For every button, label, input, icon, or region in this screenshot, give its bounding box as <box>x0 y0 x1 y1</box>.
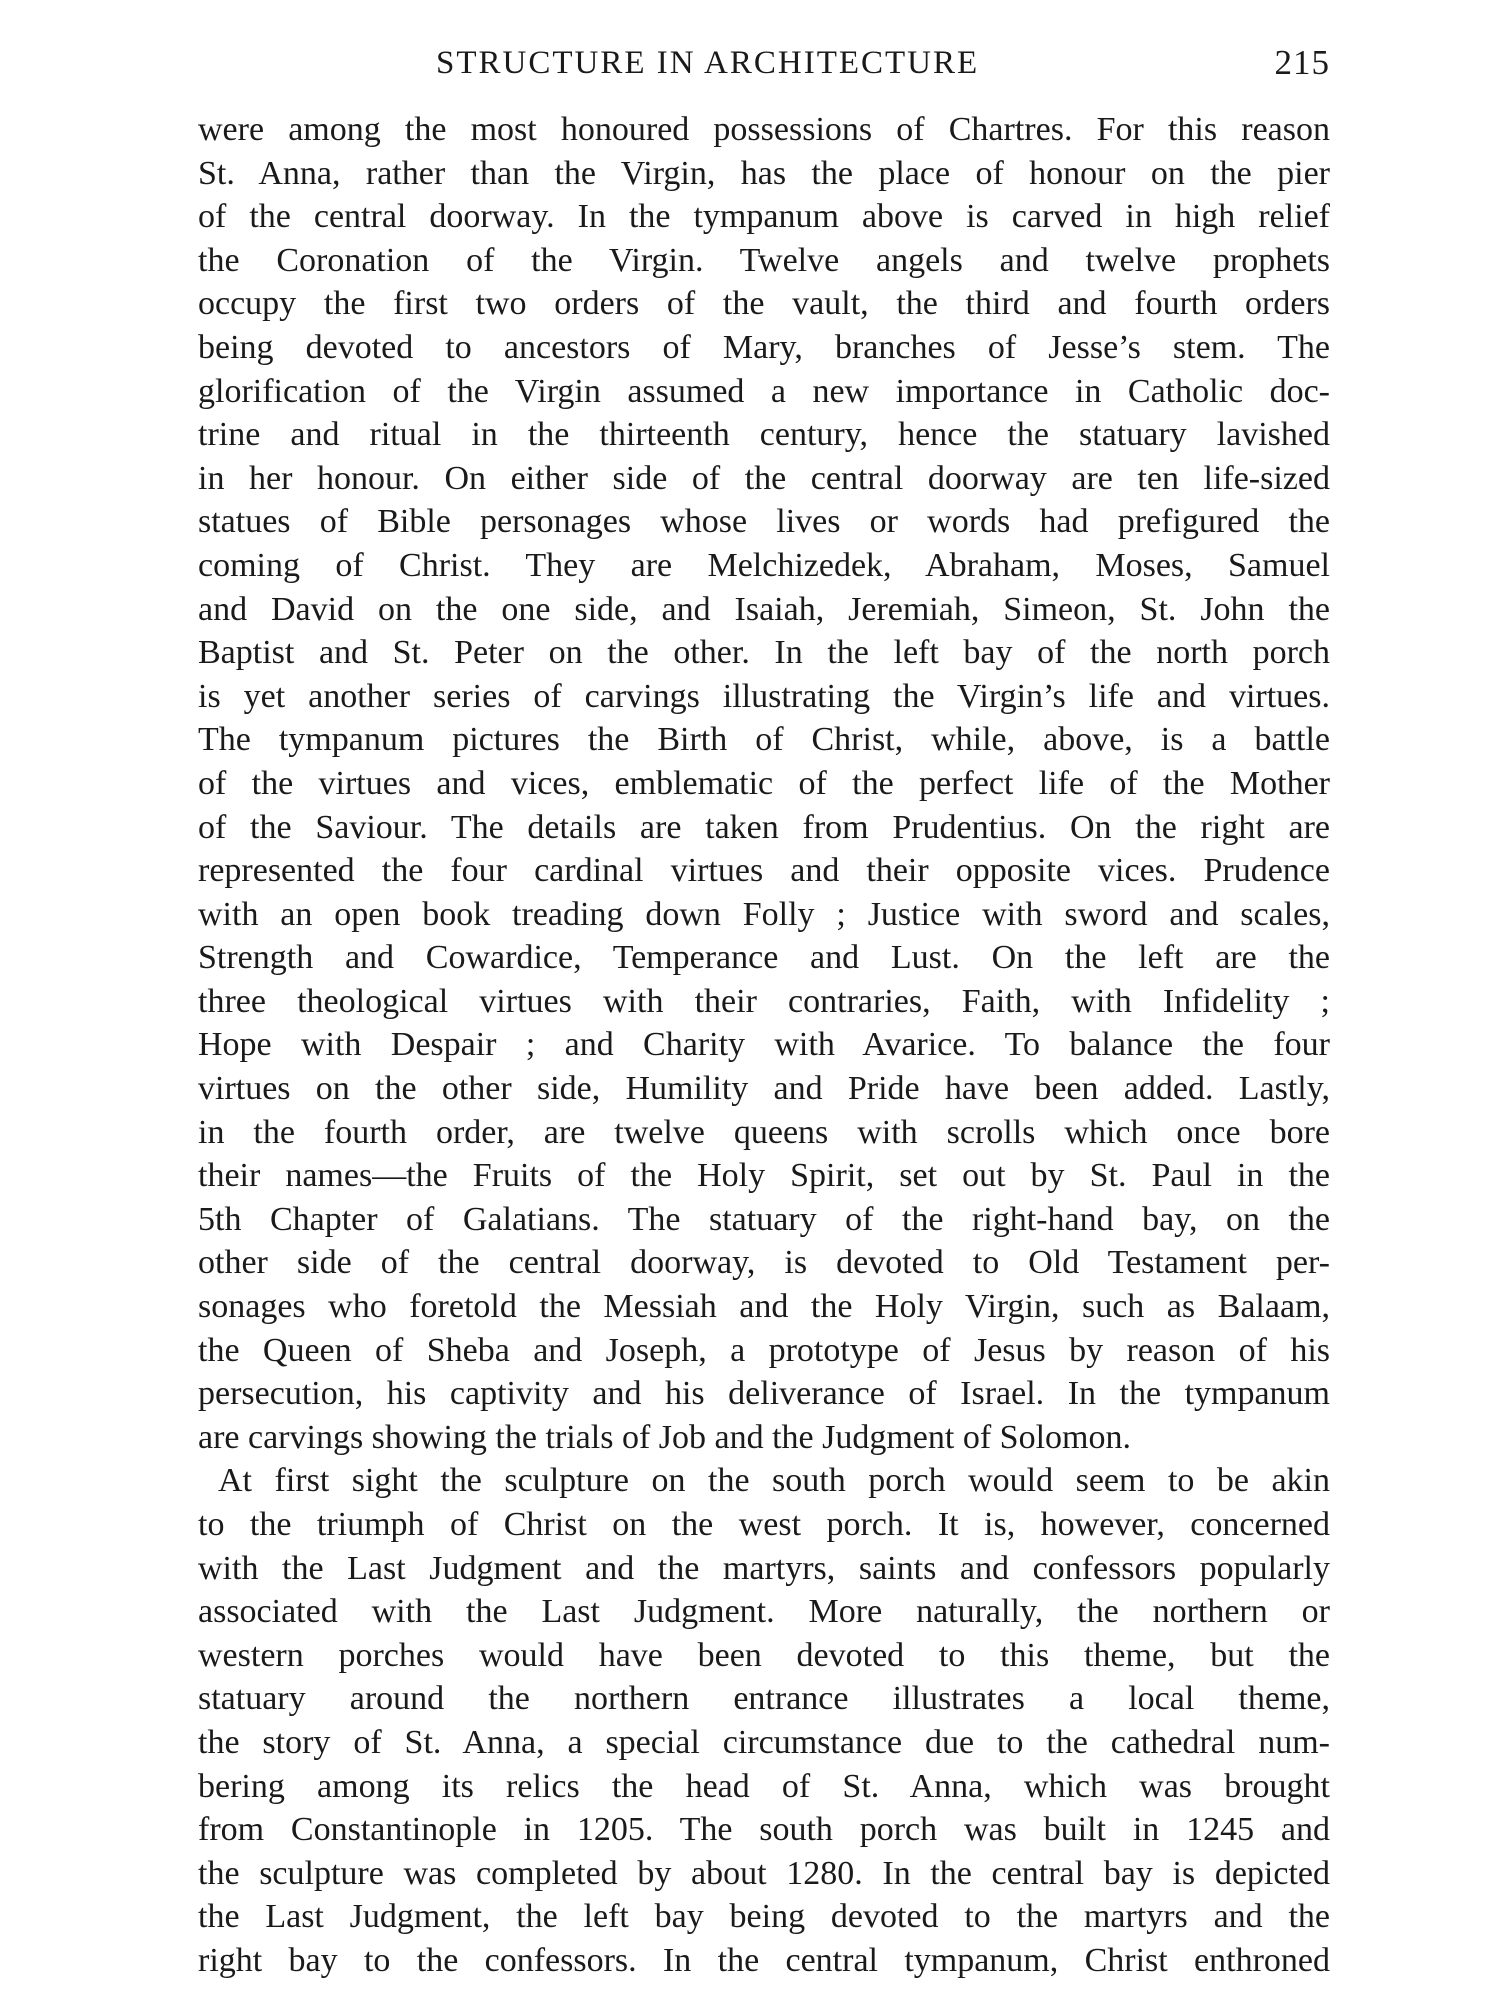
text-line: trine and ritual in the thirteenth century, hence the statuary lavished <box>198 416 1330 454</box>
paragraph-2 <box>198 1459 1330 1982</box>
text-line: Strength and Cowardice, Temperance and Lust. On the left are the <box>198 939 1330 977</box>
text-line: to the triumph of Christ on the west porch. It is, however, concerned <box>198 1506 1330 1543</box>
text-line: of the virtues and vices, emblematic of the perfect life of the Mother <box>198 764 1330 802</box>
text-line: three theological virtues with their contraries, Faith, with Infidelity ; <box>198 982 1330 1020</box>
text-line: of the central doorway. In the tympanum above is carved in high relief <box>198 198 1330 236</box>
text-line: the Last Judgment, the left bay being devoted to the martyrs and the <box>198 1898 1330 1936</box>
text-line: virtues on the other side, Humility and Pride have been added. Lastly, <box>198 1070 1330 1108</box>
text-line: represented the four cardinal virtues and their opposite vices. Prudence <box>198 852 1330 890</box>
page-number: 215 <box>1274 43 1330 82</box>
text-line: the sculpture was completed by about 1280. In the central bay is depicted <box>198 1854 1330 1892</box>
text-line: of the Saviour. The details are taken from Prudentius. On the right are <box>198 808 1330 846</box>
text-line: At first sight the sculpture on the south porch would seem to be akin <box>218 1462 1330 1500</box>
text-line: and David on the one side, and Isaiah, Jeremiah, Simeon, St. John the <box>198 590 1330 628</box>
text-line: Hope with Despair ; and Charity with Avarice. To balance the four <box>198 1026 1330 1064</box>
text-line: 5th Chapter of Galatians. The statuary of the right-hand bay, on the <box>198 1200 1330 1238</box>
text-line: St. Anna, rather than the Virgin, has the place of honour on the pier <box>198 154 1330 192</box>
text-line: the Queen of Sheba and Joseph, a prototype of Jesus by reason of his <box>198 1331 1330 1369</box>
text-line: from Constantinople in 1205. The south porch was built in 1245 and <box>198 1811 1330 1849</box>
text-line: with an open book treading down Folly ; Justice with sword and scales, <box>198 895 1330 933</box>
text-line: statues of Bible personages whose lives or words had prefigured the <box>198 503 1330 541</box>
text-line: western porches would have been devoted to this theme, but the <box>198 1636 1330 1674</box>
text-line: with the Last Judgment and the martyrs, saints and confessors popularly <box>198 1549 1330 1587</box>
text-line: the Coronation of the Virgin. Twelve angels and twelve prophets <box>198 241 1330 279</box>
text-line: are carvings showing the trials of Job and the Judgment of Solomon. <box>198 1418 1131 1456</box>
text-line: the story of St. Anna, a special circumstance due to the cathedral num- <box>198 1723 1330 1761</box>
text-line: sonages who foretold the Messiah and the Holy Virgin, such as Balaam, <box>198 1288 1330 1326</box>
text-line: associated with the Last Judgment. More naturally, the northern or <box>198 1593 1330 1631</box>
text-line: occupy the first two orders of the vault, the third and fourth orders <box>198 285 1330 323</box>
body-text <box>198 108 1330 1983</box>
text-line: is yet another series of carvings illustrating the Virgin’s life and virtues. <box>198 677 1330 715</box>
text-line: other side of the central doorway, is devoted to Old Testament per- <box>198 1244 1330 1282</box>
text-line: glorification of the Virgin assumed a new importance in Catholic doc- <box>198 372 1330 410</box>
text-line: in the fourth order, are twelve queens with scrolls which once bore <box>198 1113 1330 1151</box>
paragraph-1 <box>198 108 1330 1459</box>
text-line: their names—the Fruits of the Holy Spirit, set out by St. Paul in the <box>198 1157 1330 1195</box>
text-line: persecution, his captivity and his deliverance of Israel. In the tympanum <box>198 1375 1330 1413</box>
text-line: Baptist and St. Peter on the other. In the left bay of the north porch <box>198 634 1330 672</box>
text-line: bering among its relics the head of St. Anna, which was brought <box>198 1767 1330 1805</box>
text-line: right bay to the confessors. In the central tympanum, Christ enthroned <box>198 1941 1330 1979</box>
running-head <box>200 38 1330 88</box>
text-line: were among the most honoured possessions of Chartres. For this reason <box>198 111 1330 148</box>
text-line: statuary around the northern entrance illustrates a local theme, <box>198 1680 1330 1718</box>
text-line: The tympanum pictures the Birth of Christ, while, above, is a battle <box>198 721 1330 759</box>
text-line: in her honour. On either side of the central doorway are ten life-sized <box>198 459 1330 497</box>
text-line: being devoted to ancestors of Mary, branches of Jesse’s stem. The <box>198 328 1330 366</box>
text-line: coming of Christ. They are Melchizedek, Abraham, Moses, Samuel <box>198 546 1330 584</box>
running-title: STRUCTURE IN ARCHITECTURE <box>436 45 980 81</box>
